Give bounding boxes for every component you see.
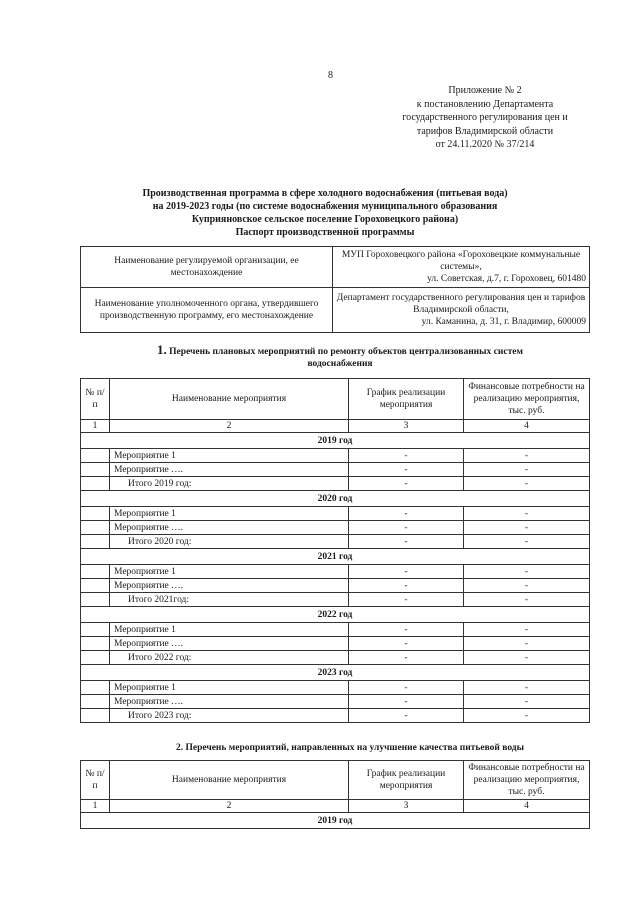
year-row — [81, 607, 590, 623]
finance-cell: - — [464, 477, 590, 491]
finance-cell: - — [464, 623, 590, 637]
total-label: Итого 2023 год: — [110, 709, 349, 723]
schedule-cell: - — [349, 651, 464, 665]
table-header-row — [81, 761, 590, 800]
event-name: Мероприятие …. — [110, 637, 349, 651]
event-name: Мероприятие 1 — [110, 449, 349, 463]
event-row — [81, 637, 590, 651]
finance-cell: - — [464, 507, 590, 521]
num-cell — [81, 449, 110, 463]
page-number: 8 — [328, 70, 333, 81]
event-row — [81, 463, 590, 477]
num-cell — [81, 637, 110, 651]
total-label: Итого 2020 год: — [110, 535, 349, 549]
schedule-cell: - — [349, 521, 464, 535]
year-row — [81, 665, 590, 681]
schedule-cell: - — [349, 565, 464, 579]
col-header-name: Наименование мероприятия — [110, 379, 349, 420]
title-line: на 2019-2023 годы (по системе водоснабжения муниципального образования — [152, 201, 498, 212]
num-cell — [81, 695, 110, 709]
appendix-line: тарифов Владимирской области — [416, 125, 554, 137]
appendix-line: к постановлению Департамента — [416, 98, 554, 110]
total-label: Итого 2022 год: — [110, 651, 349, 665]
num-cell — [81, 507, 110, 521]
num-cell — [81, 579, 110, 593]
event-name: Мероприятие …. — [110, 521, 349, 535]
num-cell — [81, 623, 110, 637]
passport-table — [80, 246, 590, 333]
index-cell: 3 — [349, 420, 464, 433]
schedule-cell: - — [349, 709, 464, 723]
passport-value-line: ул. Советская, д.7, г. Гороховец, 601480 — [427, 274, 586, 284]
num-cell — [81, 463, 110, 477]
finance-cell: - — [464, 637, 590, 651]
year-label: 2023 год — [81, 665, 590, 681]
passport-value-line: ул. Каманина, д. 31, г. Владимир, 600009 — [421, 317, 586, 327]
index-cell: 1 — [81, 420, 110, 433]
num-cell — [81, 593, 110, 607]
section1-heading — [100, 344, 580, 370]
event-row — [81, 565, 590, 579]
title-line: Куприяновское сельское поселение Гороховецкого района) — [191, 214, 459, 225]
total-label: Итого 2021год: — [110, 593, 349, 607]
index-cell: 3 — [349, 800, 464, 813]
finance-cell: - — [464, 579, 590, 593]
year-label: 2019 год — [81, 813, 590, 829]
total-row — [81, 651, 590, 665]
event-name: Мероприятие 1 — [110, 623, 349, 637]
num-cell — [81, 651, 110, 665]
document-title — [80, 187, 570, 239]
schedule-cell: - — [349, 623, 464, 637]
total-row — [81, 709, 590, 723]
table-header-row — [81, 379, 590, 420]
section1-title: Перечень плановых мероприятий по ремонту объектов централизованных систем — [169, 347, 523, 357]
table-index-row — [81, 420, 590, 433]
index-cell: 1 — [81, 800, 110, 813]
finance-cell: - — [464, 449, 590, 463]
year-label: 2019 год — [81, 433, 590, 449]
event-name: Мероприятие 1 — [110, 507, 349, 521]
num-cell — [81, 521, 110, 535]
event-row — [81, 695, 590, 709]
index-cell: 2 — [110, 420, 349, 433]
table-row — [81, 247, 590, 288]
total-row — [81, 593, 590, 607]
finance-cell: - — [464, 695, 590, 709]
events-table-1 — [80, 378, 590, 723]
total-label: Итого 2019 год: — [110, 477, 349, 491]
year-row — [81, 813, 590, 829]
finance-cell: - — [464, 593, 590, 607]
num-cell — [81, 535, 110, 549]
schedule-cell: - — [349, 593, 464, 607]
section2-heading — [80, 742, 620, 754]
table-row — [81, 288, 590, 333]
index-cell: 2 — [110, 800, 349, 813]
schedule-cell: - — [349, 535, 464, 549]
section1-title-cont: водоснабжения — [307, 359, 373, 369]
finance-cell: - — [464, 521, 590, 535]
section2-title: 2. Перечень мероприятий, направленных на улучшение качества питьевой воды — [175, 743, 525, 753]
schedule-cell: - — [349, 477, 464, 491]
passport-label: Наименование уполномоченного органа, утвердившего производственную программу, его местонахождение — [81, 288, 333, 333]
schedule-cell: - — [349, 579, 464, 593]
schedule-cell: - — [349, 695, 464, 709]
total-row — [81, 535, 590, 549]
passport-value — [333, 288, 590, 333]
event-row — [81, 681, 590, 695]
year-row — [81, 549, 590, 565]
finance-cell: - — [464, 463, 590, 477]
schedule-cell: - — [349, 507, 464, 521]
passport-heading: Паспорт производственной программы — [235, 227, 415, 238]
year-label: 2021 год — [81, 549, 590, 565]
year-row — [81, 433, 590, 449]
finance-cell: - — [464, 535, 590, 549]
year-label: 2022 год — [81, 607, 590, 623]
index-cell: 4 — [464, 800, 590, 813]
passport-value-line: МУП Гороховецкого района «Гороховецкие коммунальные системы», — [341, 250, 581, 272]
col-header-schedule: График реализации мероприятия — [349, 379, 464, 420]
appendix-line: Приложение № 2 — [448, 85, 522, 96]
title-line: Производственная программа в сфере холодного водоснабжения (питьевая вода) — [142, 188, 508, 199]
passport-value-line: Департамент государственного регулирования цен и тарифов Владимирской области, — [336, 293, 586, 315]
schedule-cell: - — [349, 681, 464, 695]
col-header-finance: Финансовые потребности на реализацию мероприятия, тыс. руб. — [464, 379, 590, 420]
year-label: 2020 год — [81, 491, 590, 507]
event-row — [81, 507, 590, 521]
event-name: Мероприятие 1 — [110, 681, 349, 695]
finance-cell: - — [464, 681, 590, 695]
section1-number: 1. — [157, 342, 167, 357]
col-header-schedule: График реализации мероприятия — [349, 761, 464, 800]
appendix-line: от 24.11.2020 № 37/214 — [435, 139, 535, 150]
col-header-name: Наименование мероприятия — [110, 761, 349, 800]
appendix-block — [360, 84, 610, 152]
num-cell — [81, 477, 110, 491]
total-row — [81, 477, 590, 491]
event-name: Мероприятие 1 — [110, 565, 349, 579]
col-header-finance: Финансовые потребности на реализацию мероприятия, тыс. руб. — [464, 761, 590, 800]
event-name: Мероприятие …. — [110, 463, 349, 477]
finance-cell: - — [464, 709, 590, 723]
col-header-num: № п/п — [81, 761, 110, 800]
schedule-cell: - — [349, 463, 464, 477]
event-row — [81, 579, 590, 593]
event-name: Мероприятие …. — [110, 579, 349, 593]
event-row — [81, 521, 590, 535]
index-cell: 4 — [464, 420, 590, 433]
year-row — [81, 491, 590, 507]
num-cell — [81, 709, 110, 723]
event-row — [81, 623, 590, 637]
num-cell — [81, 565, 110, 579]
event-name: Мероприятие …. — [110, 695, 349, 709]
col-header-num: № п/п — [81, 379, 110, 420]
event-row — [81, 449, 590, 463]
events-table-2 — [80, 760, 590, 829]
finance-cell: - — [464, 565, 590, 579]
passport-label: Наименование регулируемой организации, ее местонахождение — [81, 247, 333, 288]
appendix-line: государственного регулирования цен и — [402, 112, 568, 123]
passport-value — [333, 247, 590, 288]
table-index-row — [81, 800, 590, 813]
schedule-cell: - — [349, 637, 464, 651]
schedule-cell: - — [349, 449, 464, 463]
num-cell — [81, 681, 110, 695]
finance-cell: - — [464, 651, 590, 665]
